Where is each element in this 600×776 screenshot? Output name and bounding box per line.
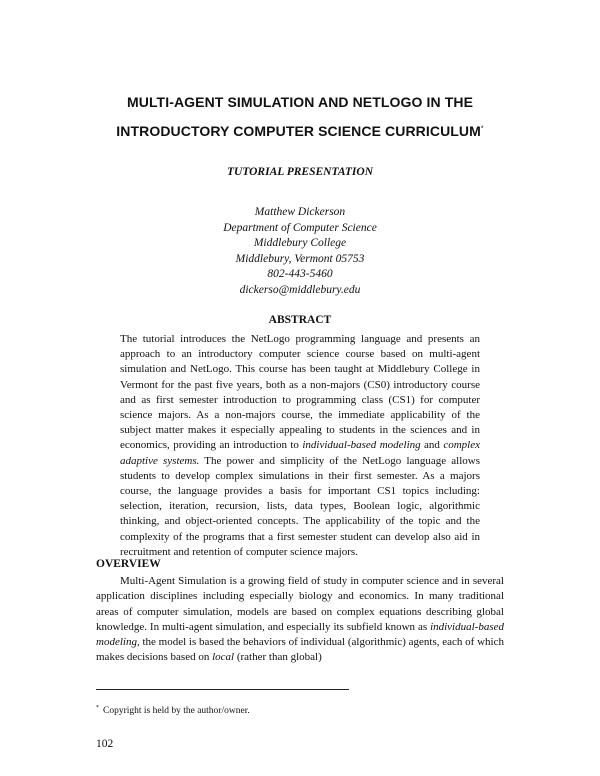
author-department: Department of Computer Science bbox=[223, 221, 377, 234]
abstract-heading: ABSTRACT bbox=[268, 314, 332, 326]
title-footnote-marker: * bbox=[480, 125, 484, 133]
subtitle: TUTORIAL PRESENTATION bbox=[226, 166, 373, 178]
title-line-1: MULTI-AGENT SIMULATION AND NETLOGO IN THE bbox=[126, 94, 474, 110]
page-number: 102 bbox=[96, 738, 114, 750]
footnote: * Copyright is held by the author/owner. bbox=[96, 705, 250, 717]
author-address: Middlebury, Vermont 05753 bbox=[235, 252, 365, 265]
author-institution: Middlebury College bbox=[253, 237, 347, 249]
author-block bbox=[150, 205, 450, 298]
footnote-divider bbox=[96, 689, 349, 690]
abstract-text: The tutorial introduces the NetLogo programming language and presents an approach to an introductory computer science course based on multi-agent simulation and NetLogo. This course has been taught at Middlebury College in Vermont for the past five years, both as a non-majors (CS0) introductory course and as first semester introduction to programming class (CS1) for computer science majors. As a non-majors course, the immediate applicability of the subject matter makes it especially appealing to students in the sciences and in economics, providing an introduction to individual-based modeling and complex adaptive systems. The power and simplicity of the NetLogo language allows students to develop complex simulations in their first semester. As a majors course, the language provides a basis for important CS1 topics including: selection, iteration, recursion, lists, data types, Boolean logic, algorithmic thinking, and object-oriented concepts. The applicability of the topic and the complexity of the programs that a first semester student can develop also aid in recruitment and retention of computer science majors. bbox=[120, 333, 481, 558]
author-name: Matthew Dickerson bbox=[254, 206, 346, 218]
author-email: dickerso@middlebury.edu bbox=[239, 283, 361, 296]
author-phone: 802-443-5460 bbox=[267, 268, 333, 280]
footnote-marker: * bbox=[96, 705, 99, 711]
overview-text: Multi-Agent Simulation is a growing field of study in computer science and in several application disciplines including especially biology and economics. In many traditional areas of computer simulation, models are based on complex equations describing global knowledge. In multi-agent simulation, and especially its subfield known as individual-based modeling, the model is based the behaviors of individual (algorithmic) agents, each of which makes decisions based on local (rather than global) bbox=[96, 575, 504, 664]
overview-heading: OVERVIEW bbox=[96, 558, 161, 570]
title-line-2: INTRODUCTORY COMPUTER SCIENCE CURRICULUM* bbox=[116, 123, 484, 139]
